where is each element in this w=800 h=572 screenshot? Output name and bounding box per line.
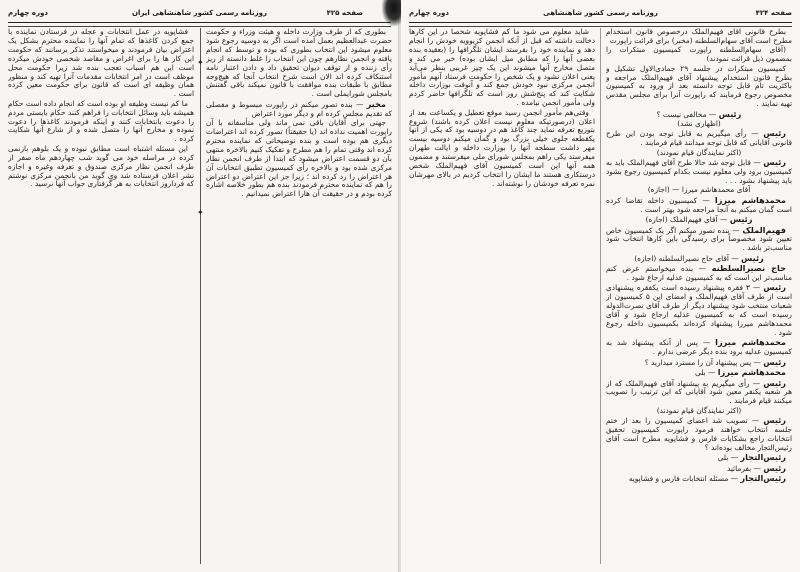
divider-ornament-icon: ✦ <box>197 58 204 67</box>
paragraph-text: — مسئله انتخابات فارس و فشاپویه <box>628 474 741 484</box>
paragraph-text: وقتی‌هم مأمور انجمن رسید موقع تعطیل و یکساعت بعد از اعلان (درصورتیکه معلوم نیست اعلان کرده باشند) شروع بتوزیع تعرفه نماید چند کاغذ هم در دوسیه بود که یکی از آنها یکقطعه جلوی خیلی بزرگ بود و گمان میکنم دوسیه بیست مهر داشت سطحه آنها را بوزارت داخله و ایالت طهران میفرستد یکی راهم بمجلس شورای ملی میفرستند و مضمون همه آنها این است کمیسیون آقای فهیم‌الملک شخص درستکاری هستند ما ایشان را انتخاب کردیم در بالای مهرشان نمره تعرفه خودشان را نوشته‌اند . <box>409 107 595 188</box>
speaker-paragraph <box>606 283 792 337</box>
paragraph-text: — رأی میگیریم به قابل توجه بودن این طرح قانونی آقایانی که قابل توجه میدانند قیام فرمایند . <box>606 129 792 148</box>
text-column <box>206 28 392 564</box>
paragraph-text: — آقای حاج نصیرالسلطنه (اجازه) <box>634 253 742 263</box>
column-divider <box>200 28 201 564</box>
paragraph-text: — بنده تصور میکنم اگر یک کمیسیون خاص تعیین شود مخصوصاً برای رسیدگی باین کارها انتخاب شود مناسب‌تر باشد . <box>606 225 792 253</box>
speaker-paragraph <box>606 196 792 215</box>
speaker-paragraph <box>606 368 792 378</box>
paragraph-text: — کمیسیون داخله تقاضا کرده است گمان میکنم به آنجا مراجعه شود بهتر است . <box>606 195 792 214</box>
speaker-paragraph <box>606 254 792 264</box>
paragraph-text: — بلی <box>717 453 741 463</box>
paragraph-text: کمیسیون مبتکرات در جلسه ۲۹ جمادی‌الاول تشکیل و بطرح قانون استخدام پیشنهاد آقای فهیم‌الملک مراجعه و باکثریت تام قابل توجه دانسته بعد از ورود به کمیسیون مخصوص رجوع فرمایند که راپورت آنرا برای مجلس مقدس تهیه نمایند . <box>606 63 792 109</box>
speaker-paragraph <box>606 110 792 120</box>
speaker-name: رئیس <box>763 377 786 388</box>
paragraph-text: فشاپویه در عمل انتخابات و عجله در فرستادن نماینده با جمع کردن کاغذها که تمام آنها را نماینده محترم بشکل یک اعتراض بیان فرمودند و میخواستند تذکر برسانند که حکومت این کار ها را برای اغراض و مقاصد شخصی خودش میکرده است این هم اسباب تعجب بنده شد زیرا حکومت محل موظف است در امر انتخابات مقدمات آنرا تهیه کند و منظور همان وظیفه ای است که قانون برای حکومت معین کرده است . <box>8 28 194 99</box>
speaker-name: رئیس <box>718 108 742 119</box>
paragraph <box>606 28 792 46</box>
page-header <box>409 9 792 23</box>
speaker-name: رئیس <box>763 157 786 168</box>
page-number: صفحه ۴۲۵ <box>326 9 363 17</box>
paragraph-text: — پس پیشنهاد آن را مسترد میدارید ؟ <box>644 357 764 367</box>
paragraph-text: — رأی میگیریم به پیشنهاد آقای فهیم‌الملک که از هر شعبه یکنفر معین شود آقایانی که این ترتیب را تصویب میکنند قیام فرمایند . <box>606 378 792 406</box>
speaker-paragraph <box>606 453 792 463</box>
paragraph-text: — بلی <box>694 368 718 378</box>
speaker-paragraph <box>606 158 792 186</box>
paragraph-text: بطوری که از طرف وزارت داخله و هیئت وزراء و حکومت حضرت عبدالعظیم بعمل آمده است اگر به دوسیه رجوع شود معلوم میشود این انتخاب بطوری که بوده و توسط که انجام یافته و انجمن نظارهم چون این انتخاب را غلط دانسته از ریز رأی زننده و از توقف دیوان تحقیق داد و دادن اعتبار نامه استنکاف کرده اند الان است شرح انتخاب آنجا که هیچ‌وجه مطابق با طبقات بنده موافقت با قانون نمیکند باقی گفتنش بامجلس شورایملی است . <box>206 28 392 99</box>
speaker-name: محمدهاشم میرزا <box>714 194 786 205</box>
speaker-paragraph <box>606 416 792 453</box>
page-right <box>401 0 800 572</box>
speaker-paragraph <box>606 379 792 407</box>
paragraph-text: آقای محمدهاشم میرزا — (اجازه) <box>647 185 751 195</box>
newspaper-title: روزنامه رسمی کشور شاهنشاهی ایران <box>132 9 267 17</box>
paragraph-text: — تصویب شد اعضای کمیسیون را بعد از ختم جلسه انتخاب خواهند فرمود راپورت کمیسیون تحقیق انتخابات راجع بشکایات فارس و فشاپویه مطرح است آقای رئیس‌التجار مخالف بوده‌اند ؟ <box>606 416 792 452</box>
paragraph-text: (اظهاری نشد) <box>677 119 721 129</box>
paragraph <box>606 65 792 110</box>
volume-label: دوره چهارم <box>8 9 48 17</box>
paragraph <box>409 109 595 189</box>
page-left <box>0 0 399 572</box>
speaker-name: رئیس <box>741 252 764 263</box>
paragraph-text: — آقای فهیم‌الملک (اجازه) <box>645 215 730 225</box>
header-rule <box>8 22 391 27</box>
speaker-paragraph <box>606 215 792 225</box>
paragraph-text: — بنده تصور میکنم در راپورت مبسوط و مفصلی که تقدیم مجلس کرده ام و دیگر مورد اعتراض <box>206 99 392 118</box>
paragraph <box>8 145 194 190</box>
speaker-name: محمدهاشم میرزا <box>717 367 786 378</box>
speaker-name: رئیس <box>729 214 753 225</box>
speaker-name: رئیس <box>763 282 786 293</box>
page-header <box>8 9 391 23</box>
paragraph-text: بطرح قانونی آقای فهیم‌الملک درخصوص قانون استخدام مطرح است آقای سهام‌السلطنه (مخبر) برای قرائت راپورت <box>606 28 792 45</box>
paragraph-text: جهتی برای آقایان باقی نمی ماند ولی متأسفانه با آن راپورت اهمیت نداده اند (یا حقیقتاً) تصور کرده اند اعتراضات دیگری هم بوده است و بنده توضیحاتی که نماینده محترم کرده اند وقتی تمام را هم مطرح و تفکیک کنیم بالاخره منتهی بآن دو قسمت اعتراض میشود که ابتدا از طرف انجمن نظار مرکزی شده بود و بالاخره رأی کمیسیون تطبیق انتخابات آن هر اعتراض را رد کرده اند ؛ زیرا جز این اعتراض دو اعتراض را هم که نماینده محترم فرمودند بنده هم بطور خلاصه اشاره کرده بودم و در حقیقت آن هارا اعتراض نمیدانیم . <box>206 118 392 199</box>
text-column <box>606 28 792 564</box>
paragraph <box>8 100 194 145</box>
speaker-name: رئیس‌التجار <box>740 473 786 484</box>
paragraph-text: ما کم نیست وظیفه او بوده است که انجام داده است حکام همیشه باید وسائل انتخابات را فراهم کنند حکام بایستی مردم را دعوت بانتخابات کنند و اینکه فرمودند کاغذها را دعوت نموده و مخارج آنها را متصل شده و از شارع آنها شکایت کرده . <box>8 98 194 144</box>
text-column <box>8 28 194 564</box>
speaker-name: رئیس‌التجار <box>740 452 786 463</box>
speaker-paragraph <box>606 358 792 368</box>
paragraph-text: — ۳ فقره پیشنهاد رسیده است یکفقره پیشنهادی است از طرف آقای فهیم‌الملک و امضای این ۵ کمیسیون از شعبات منتخب شود پیشنهاد دیگر از طرف آقای نصرت‌الدوله رسیده است که به کمیسیون عدلیه ارجاع شود و آقای محمدهاشم میرزا پیشنهاد کرده‌اند بکمیسیون داخله رجوع شود . <box>606 283 792 337</box>
speaker-name: رئیس <box>763 462 786 473</box>
text-column <box>409 28 595 564</box>
speaker-name: مخبر <box>366 98 386 109</box>
speaker-name: حاج نصیرالسلطنه <box>711 263 786 274</box>
speaker-name: فهیم‌الملک <box>742 224 786 235</box>
speaker-paragraph <box>606 129 792 148</box>
paragraph <box>206 28 392 99</box>
divider-ornament-icon: ✦ <box>197 208 204 217</box>
speaker-paragraph <box>206 100 392 119</box>
newspaper-title: روزنامه رسمی کشور شاهنشاهی <box>543 9 658 17</box>
paragraph-text: — بفرمائید <box>726 463 764 473</box>
paragraph <box>8 28 194 99</box>
paragraph-text: — مخالفی نیست ؟ <box>656 109 719 119</box>
speaker-paragraph <box>606 474 792 484</box>
page-number: صفحه ۴۲۴ <box>755 9 792 17</box>
header-rule <box>409 22 792 27</box>
paragraph-text: این مسئله اشتباه است مطابق نبوده و یک بلوهم بازنمی کرده در مراسله خود می گوید شب چهاردهم ماه صفر از طرف انجمن نظار مرکزی صندوق و تعرفه وغیره و اجازه نشر اعلان فرستاده شد وی گوید من بانجمن مرکزی نوشتم که فرداروز انتخابات به هر گرفتاری جواب آنها نرسید . <box>8 143 194 189</box>
speaker-paragraph <box>606 226 792 254</box>
speaker-paragraph <box>606 338 792 357</box>
paragraph-text: (اکثر نمایندگان قیام نمودند) <box>656 405 742 415</box>
column-divider <box>600 28 601 564</box>
speaker-name: رئیس <box>763 128 786 139</box>
speaker-name: محمدهاشم میرزا <box>715 337 786 348</box>
paragraph <box>206 119 392 199</box>
paragraph <box>409 28 595 108</box>
speaker-paragraph <box>606 464 792 474</box>
speaker-name: رئیس <box>763 356 786 367</box>
speaker-paragraph <box>606 264 792 283</box>
paragraph-text: شاید معلوم می شود ما کم فشاپویه شخصاً در این کارها دخالت داشته که قبل از آنکه انجمن کزیوویه خودش را انجام دهد و نماینده خود را بفرستد ایشان تلگرافها را (بعقیده بنده بعضی آنها را که مطابق میل ایشان بوده) خبر می کند و متصل مخارج آنها میشوند این یک چیز غریبی بنظر می‌آید یعنی اعلان نشود و یک شخص را حکومت فرستاد آنهم مأمور انجمن مرکزی نبود خودش جمع کند و آنوقت بوزارت داخله شکایت کند که پنج‌شش روز است که تلگرافها حاضر کردم ولی مأمور انجمن نیامده . <box>409 28 595 108</box>
paragraph <box>606 46 792 64</box>
volume-label: دوره چهارم <box>409 9 449 17</box>
paragraph-text: — پس از آنکه پیشنهاد شد به کمیسیون عدلیه برود بنده دیگر عرضی ندارم . <box>606 338 792 357</box>
speaker-name: رئیس <box>763 415 786 426</box>
paragraph-text: (اکثر نمایندگان قیام نمودند) <box>656 147 742 157</box>
paragraph-text: (آقای سهام‌السلطنه راپورت کمیسیون مبتکرات را بمضمون ذیل قرائت نمودند) <box>606 45 792 64</box>
paragraph-text: — بنده میخواستم عرض کنم مناسب‌تر این است که به کمیسیون عدلیه ارجاع شود . <box>606 264 792 283</box>
paragraph-text: — قابل توجه شد حالا طرح آقای فهیم‌الملک باید به کمیسیون برود ولی معلوم نیست بکدام کمیسیون رجوع بشود باید پیشنهاد بشود . . . <box>606 158 792 185</box>
